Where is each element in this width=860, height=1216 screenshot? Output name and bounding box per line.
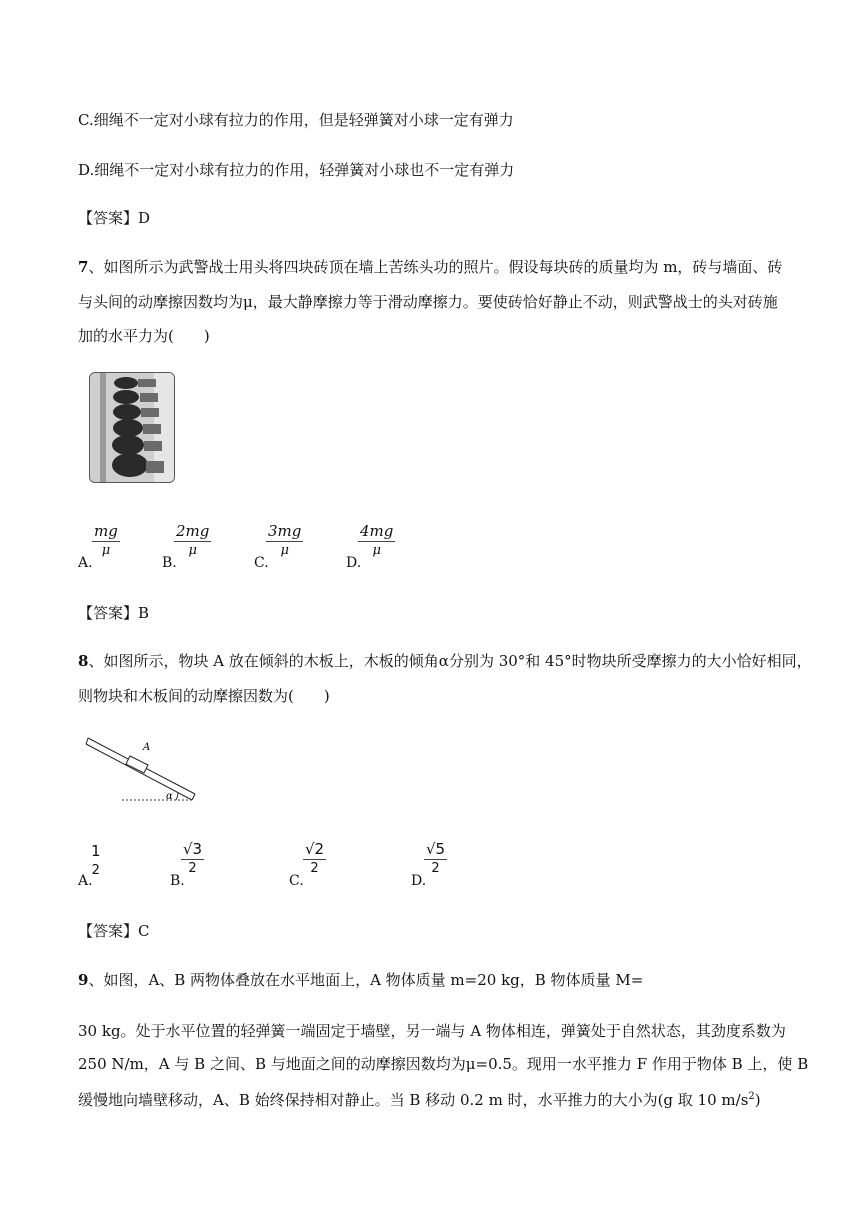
q9-number: 9 <box>78 971 89 989</box>
q7-option-d-fraction: 4mg μ <box>360 522 394 558</box>
q8-option-b-fraction: √3 2 <box>183 840 203 876</box>
q8-number: 8 <box>78 652 89 670</box>
q7-option-b-fraction: 2mg μ <box>176 522 210 558</box>
q7-option-a-label[interactable]: A. <box>78 555 93 571</box>
q8-option-a-label[interactable]: A. <box>78 873 93 889</box>
q7-line1 <box>78 257 782 277</box>
q7-option-c-label[interactable]: C. <box>254 555 269 571</box>
q8-option-b-label[interactable]: B. <box>170 873 185 889</box>
incline-diagram <box>80 732 205 808</box>
q9-text1: 、如图，A、B 两物体叠放在水平地面上，A 物体质量 m=20 kg，B 物体质量 M= <box>88 971 644 989</box>
answer-7: 【答案】B <box>78 604 150 622</box>
q8-option-a-fraction: 1 2 <box>91 842 101 878</box>
option-d-text: D.细绳不一定对小球有拉力的作用，轻弹簧对小球也不一定有弹力 <box>78 161 515 179</box>
q7-option-d-label[interactable]: D. <box>346 555 362 571</box>
q8-option-d-fraction: √5 2 <box>426 840 446 876</box>
q7-text1: 、如图所示为武警战士用头将四块砖顶在墙上苦练头功的照片。假设每块砖的质量均为 m，砖与墙面、砖 <box>88 258 783 276</box>
q8-option-c-fraction: √2 2 <box>305 840 325 876</box>
q7-number: 7 <box>78 258 89 276</box>
q9-line2: 30 kg。处于水平位置的轻弹簧一端固定于墙壁，另一端与 A 物体相连，弹簧处于自然状态，其劲度系数为 <box>78 1022 786 1040</box>
block-label: A <box>143 742 151 753</box>
q8-line2: 则物块和木板间的动摩擦因数为( ) <box>78 687 330 705</box>
q9-line4: 缓慢地向墙壁移动，A、B 始终保持相对静止。当 B 移动 0.2 m 时，水平推力的大小为(g 取 10 $m/s^2$) <box>78 1091 761 1109</box>
angle-label: α <box>166 791 173 802</box>
q8-option-d-label[interactable]: D. <box>411 873 427 889</box>
q9-line3: 250 N/m，A 与 B 之间、B 与地面之间的动摩擦因数均为μ=0.5。现用一水平推力 F 作用于物体 B 上，使 B <box>78 1055 809 1073</box>
q7-line2: 与头间的动摩擦因数均为μ，最大静摩擦力等于滑动摩擦力。要使砖恰好静止不动，则武警战士的头对砖施 <box>78 293 778 311</box>
q7-option-b-label[interactable]: B. <box>162 555 177 571</box>
answer-8: 【答案】C <box>78 922 150 940</box>
answer-6: 【答案】D <box>78 209 151 227</box>
q8-text1: 、如图所示，物块 A 放在倾斜的木板上，木板的倾角α分别为 30°和 45°时物块所受摩擦力的大小恰好相同， <box>88 652 812 670</box>
q8-option-c-label[interactable]: C. <box>289 873 304 889</box>
option-c-text: C.细绳不一定对小球有拉力的作用，但是轻弹簧对小球一定有弹力 <box>78 111 514 129</box>
q8-line1 <box>78 651 812 671</box>
q9-line1 <box>78 970 643 990</box>
q7-option-a-fraction: mg μ <box>94 522 118 558</box>
q7-line3: 加的水平力为( ) <box>78 327 210 345</box>
q7-option-c-fraction: 3mg μ <box>268 522 302 558</box>
soldier-brick-photo <box>89 372 175 483</box>
